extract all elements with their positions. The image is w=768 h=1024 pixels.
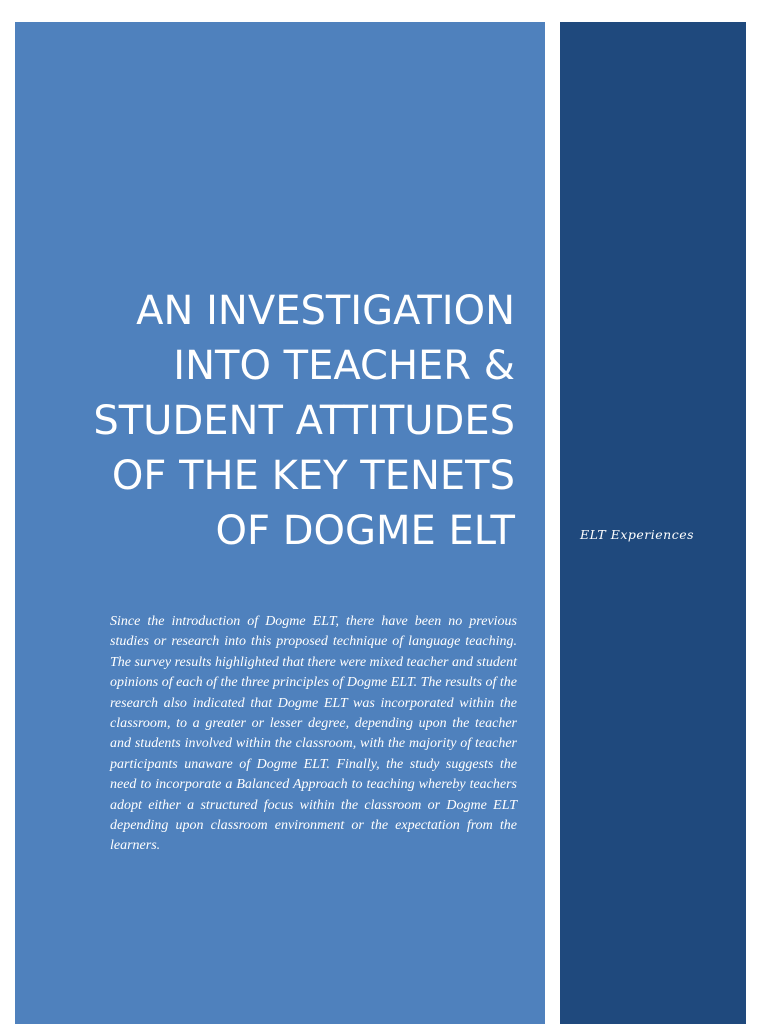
abstract-text: Since the introduction of Dogme ELT, there have been no previous studies or research into this proposed technique of language teaching. The survey results highlighted that there were mixed teacher and student opinions of each of the three principles of Dogme ELT. The results of the research also indicated that Dogme ELT was incorporated within the classroom, to a greater or lesser degree, depending upon the teacher and students involved within the classroom, with the majority of teacher participants unaware of Dogme ELT. Finally, the study suggests the need to incorporate a Balanced Approach to teaching whereby teachers adopt either a structured focus within the classroom or Dogme ELT depending upon classroom environment or the expectation from the learners. <box>110 614 517 854</box>
document-title: AN INVESTIGATION INTO TEACHER & STUDENT ATTITUDES OF THE KEY TENETS OF DOGME ELT <box>93 288 515 554</box>
cover-side-panel <box>560 22 746 1024</box>
publisher-label: ELT Experiences <box>580 527 695 542</box>
cover-main-panel <box>15 22 545 1024</box>
